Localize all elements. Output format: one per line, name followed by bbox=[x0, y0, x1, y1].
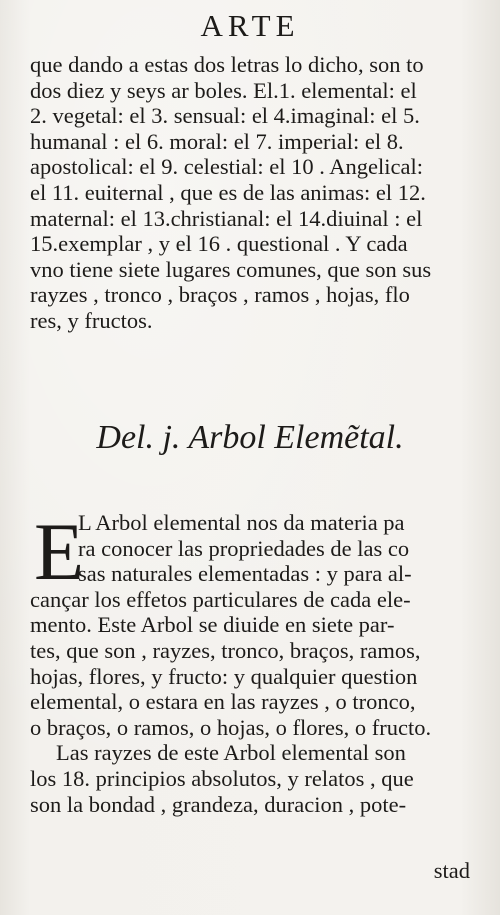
text-line: rayzes , tronco , braços , ramos , hojas, flo bbox=[30, 282, 410, 308]
text-line: elemental, o estara en las rayzes , o tronco, bbox=[30, 689, 416, 715]
text-line: ra conocer las propriedades de las co bbox=[78, 535, 410, 561]
text-line: humanal : el 6. moral: el 7. imperial: el 8. bbox=[30, 128, 404, 154]
text-line: el 11. euiternal , que es de las animas: el 12. bbox=[30, 179, 426, 205]
text-line: L Arbol elemental nos da materia pa bbox=[78, 510, 405, 535]
text-line: Las rayzes de este Arbol elemental son bbox=[56, 740, 406, 766]
text-line: hojas, flores, y fructo: y qualquier question bbox=[30, 663, 418, 689]
text-line: tes, que son , rayzes, tronco, braços, ramos, bbox=[30, 637, 421, 663]
text-line: dos diez y seys ar boles. El.1. elemental: el bbox=[30, 77, 417, 103]
text-line: cançar los effetos particulares de cada ele- bbox=[30, 586, 411, 612]
text-line: 2. vegetal: el 3. sensual: el 4.imaginal: el 5. bbox=[30, 103, 420, 129]
text-line: maternal: el 13.christianal: el 14.diuinal : el bbox=[30, 205, 423, 231]
text-line: son la bondad , grandeza, duracion , pote- bbox=[30, 791, 407, 817]
running-head: ARTE bbox=[200, 8, 300, 43]
section-heading: Del. j. Arbol Elemẽtal. bbox=[96, 419, 404, 456]
text-line: los 18. principios absolutos, y relatos , que bbox=[30, 765, 414, 791]
text-line: sas naturales elementadas : y para al- bbox=[78, 561, 412, 587]
text-line: 15.exemplar , y el 16 . questional . Y cada bbox=[30, 231, 408, 257]
text-line: apostolical: el 9. celestial: el 10 . Angelical: bbox=[30, 154, 424, 180]
top-paragraph bbox=[30, 52, 482, 334]
body-paragraph bbox=[30, 506, 482, 817]
text-line: res, y fructos. bbox=[30, 307, 153, 333]
text-line: o braços, o ramos, o hojas, o flores, o fructo. bbox=[30, 714, 432, 740]
drop-initial: E bbox=[34, 506, 85, 597]
text-line: vno tiene siete lugares comunes, que son sus bbox=[30, 256, 432, 282]
text-line: que dando a estas dos letras lo dicho, son to bbox=[30, 52, 424, 77]
catchword: stad bbox=[433, 858, 470, 883]
text-line: mento. Este Arbol se diuide en siete par- bbox=[30, 612, 395, 638]
